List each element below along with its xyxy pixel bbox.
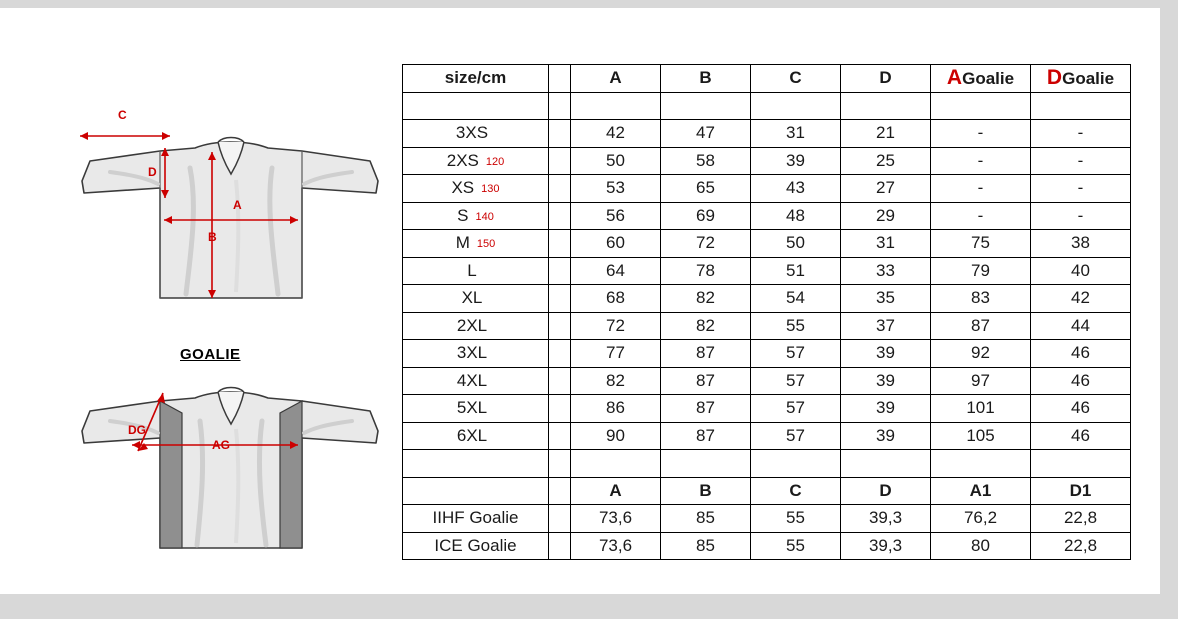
header-spacer	[549, 65, 571, 93]
footer-row-b: 85	[661, 532, 751, 560]
row-size	[403, 147, 549, 175]
row-gap	[549, 120, 571, 148]
row-a: 56	[571, 202, 661, 230]
row-a-goalie: -	[931, 147, 1031, 175]
row-b: 87	[661, 395, 751, 423]
header-a: A	[571, 65, 661, 93]
row-d: 31	[841, 230, 931, 258]
row-size-label: M	[455, 233, 470, 253]
row-size	[403, 285, 549, 313]
row-a: 53	[571, 175, 661, 203]
spacer-cell	[661, 92, 751, 120]
row-gap	[549, 285, 571, 313]
label-dg: DG	[128, 423, 146, 437]
table-row	[403, 340, 1131, 368]
table-row	[403, 532, 1131, 560]
row-size-sub: 150	[476, 238, 496, 251]
label-d: D	[148, 165, 157, 179]
footer-row-label: ICE Goalie	[403, 532, 549, 560]
spacer-cell	[931, 92, 1031, 120]
row-size-label: 3XL	[456, 343, 488, 363]
row-gap	[549, 532, 571, 560]
row-a: 50	[571, 147, 661, 175]
spacer-cell	[549, 92, 571, 120]
footer-row-a: 73,6	[571, 532, 661, 560]
footer-row-c: 55	[751, 532, 841, 560]
row-d-goalie: 44	[1031, 312, 1131, 340]
row-size	[403, 395, 549, 423]
footer-row-a1: 76,2	[931, 505, 1031, 533]
second-header-a: A	[571, 477, 661, 505]
row-a-goalie: -	[931, 120, 1031, 148]
footer-row-b: 85	[661, 505, 751, 533]
footer-row-label: IIHF Goalie	[403, 505, 549, 533]
row-c: 57	[751, 340, 841, 368]
header-d-goalie-letter: D	[1046, 66, 1063, 90]
row-gap	[549, 340, 571, 368]
footer-row-d: 39,3	[841, 532, 931, 560]
second-header-d1: D1	[1031, 477, 1131, 505]
row-size	[403, 340, 549, 368]
label-b: B	[208, 230, 217, 244]
table-row	[403, 367, 1131, 395]
spacer-cell	[841, 92, 931, 120]
second-header-a1: A1	[931, 477, 1031, 505]
footer-row-d: 39,3	[841, 505, 931, 533]
row-size-label: 2XL	[456, 315, 488, 335]
row-size-sub: 120	[485, 155, 505, 168]
row-d-goalie: 46	[1031, 340, 1131, 368]
row-d: 27	[841, 175, 931, 203]
header-d-goalie-word: Goalie	[1062, 69, 1115, 89]
spacer-cell	[1031, 92, 1131, 120]
footer-row-c: 55	[751, 505, 841, 533]
row-size-label: 5XL	[456, 398, 488, 418]
spacer-cell	[751, 450, 841, 478]
row-d-goalie: 40	[1031, 257, 1131, 285]
header-a-goalie-word: Goalie	[962, 69, 1015, 89]
second-header-spacer	[549, 477, 571, 505]
row-a-goalie: 105	[931, 422, 1031, 450]
jersey-diagram	[40, 48, 390, 568]
row-d: 21	[841, 120, 931, 148]
row-size-sub: 140	[475, 210, 494, 223]
row-d-goalie: -	[1031, 147, 1131, 175]
spacer-cell	[1031, 450, 1131, 478]
row-a: 68	[571, 285, 661, 313]
row-size	[403, 422, 549, 450]
row-size-label: 6XL	[456, 425, 488, 445]
row-size	[403, 312, 549, 340]
row-size-label: 3XS	[455, 123, 489, 143]
header-a-goalie	[931, 65, 1031, 93]
row-a-goalie: 101	[931, 395, 1031, 423]
row-gap	[549, 367, 571, 395]
row-c: 57	[751, 367, 841, 395]
row-size-label: XL	[461, 288, 483, 308]
row-a: 60	[571, 230, 661, 258]
table-header-row	[403, 65, 1131, 93]
row-a-goalie: 83	[931, 285, 1031, 313]
row-d: 39	[841, 340, 931, 368]
second-header-size	[403, 477, 549, 505]
footer-row-d1: 22,8	[1031, 532, 1131, 560]
row-gap	[549, 175, 571, 203]
row-c: 48	[751, 202, 841, 230]
row-size-label: 4XL	[456, 370, 488, 390]
row-a: 42	[571, 120, 661, 148]
label-c: C	[118, 108, 127, 122]
table-row	[403, 120, 1131, 148]
table-row	[403, 202, 1131, 230]
row-d-goalie: 42	[1031, 285, 1131, 313]
row-a: 64	[571, 257, 661, 285]
row-size-label: 2XS	[446, 150, 479, 170]
table-row	[403, 230, 1131, 258]
row-d-goalie: 38	[1031, 230, 1131, 258]
row-gap	[549, 505, 571, 533]
row-size	[403, 257, 549, 285]
spacer-cell	[931, 450, 1031, 478]
row-d-goalie: -	[1031, 120, 1131, 148]
row-size-label: L	[467, 260, 477, 280]
row-gap	[549, 147, 571, 175]
table-second-header-row	[403, 477, 1131, 505]
row-c: 57	[751, 395, 841, 423]
header-c: C	[751, 65, 841, 93]
row-size	[403, 230, 549, 258]
footer-row-a: 73,6	[571, 505, 661, 533]
table-row	[403, 175, 1131, 203]
row-b: 65	[661, 175, 751, 203]
row-d-goalie: 46	[1031, 422, 1131, 450]
spacer-cell	[403, 92, 549, 120]
row-a-goalie: -	[931, 175, 1031, 203]
row-a: 72	[571, 312, 661, 340]
row-gap	[549, 257, 571, 285]
spacer-cell	[571, 92, 661, 120]
row-size	[403, 120, 549, 148]
row-b: 47	[661, 120, 751, 148]
row-d: 39	[841, 395, 931, 423]
header-d: D	[841, 65, 931, 93]
row-b: 87	[661, 367, 751, 395]
goalie-heading: GOALIE	[180, 346, 241, 363]
header-size: size/cm	[403, 65, 549, 93]
row-a-goalie: 97	[931, 367, 1031, 395]
row-gap	[549, 202, 571, 230]
row-c: 39	[751, 147, 841, 175]
sheet	[0, 8, 1160, 594]
table-spacer-row-top	[403, 92, 1131, 120]
row-d: 33	[841, 257, 931, 285]
table-row	[403, 505, 1131, 533]
table-row	[403, 257, 1131, 285]
row-c: 43	[751, 175, 841, 203]
footer-row-a1: 80	[931, 532, 1031, 560]
row-size-label: XS	[451, 178, 475, 198]
spacer-cell	[841, 450, 931, 478]
spacer-cell	[571, 450, 661, 478]
table-row	[403, 147, 1131, 175]
header-d-goalie	[1031, 65, 1131, 93]
row-a-goalie: -	[931, 202, 1031, 230]
row-a: 77	[571, 340, 661, 368]
spacer-cell	[403, 450, 549, 478]
spacer-cell	[661, 450, 751, 478]
row-b: 87	[661, 422, 751, 450]
row-b: 87	[661, 340, 751, 368]
row-d: 35	[841, 285, 931, 313]
row-c: 54	[751, 285, 841, 313]
table-row	[403, 395, 1131, 423]
header-b: B	[661, 65, 751, 93]
footer-row-d1: 22,8	[1031, 505, 1131, 533]
row-d-goalie: -	[1031, 202, 1131, 230]
table-row	[403, 312, 1131, 340]
size-chart-table	[402, 64, 1131, 560]
row-c: 51	[751, 257, 841, 285]
row-d: 29	[841, 202, 931, 230]
regular-jersey-illustration	[40, 48, 390, 308]
row-a-goalie: 92	[931, 340, 1031, 368]
table-spacer-row-bottom	[403, 450, 1131, 478]
row-b: 58	[661, 147, 751, 175]
row-size-label: S	[457, 205, 469, 225]
row-gap	[549, 230, 571, 258]
label-a: A	[233, 198, 242, 212]
row-d-goalie: 46	[1031, 395, 1131, 423]
row-c: 31	[751, 120, 841, 148]
second-header-d: D	[841, 477, 931, 505]
row-d: 39	[841, 422, 931, 450]
row-c: 57	[751, 422, 841, 450]
row-gap	[549, 395, 571, 423]
row-a-goalie: 75	[931, 230, 1031, 258]
row-a-goalie: 79	[931, 257, 1031, 285]
row-c: 55	[751, 312, 841, 340]
spacer-cell	[549, 450, 571, 478]
row-d: 25	[841, 147, 931, 175]
table-row	[403, 422, 1131, 450]
row-c: 50	[751, 230, 841, 258]
row-size	[403, 175, 549, 203]
row-a: 90	[571, 422, 661, 450]
row-b: 78	[661, 257, 751, 285]
spacer-cell	[751, 92, 841, 120]
row-b: 82	[661, 285, 751, 313]
second-header-b: B	[661, 477, 751, 505]
table-row	[403, 285, 1131, 313]
row-b: 72	[661, 230, 751, 258]
row-size	[403, 202, 549, 230]
second-header-c: C	[751, 477, 841, 505]
row-d: 39	[841, 367, 931, 395]
row-b: 82	[661, 312, 751, 340]
row-b: 69	[661, 202, 751, 230]
row-d-goalie: 46	[1031, 367, 1131, 395]
table-body	[403, 65, 1131, 560]
goalie-jersey-illustration	[40, 373, 390, 573]
row-size-sub: 130	[481, 183, 500, 196]
header-a-goalie-letter: A	[946, 66, 963, 90]
row-a: 82	[571, 367, 661, 395]
label-ag: AG	[212, 438, 230, 452]
row-gap	[549, 312, 571, 340]
row-a: 86	[571, 395, 661, 423]
row-size	[403, 367, 549, 395]
row-gap	[549, 422, 571, 450]
row-a-goalie: 87	[931, 312, 1031, 340]
row-d-goalie: -	[1031, 175, 1131, 203]
row-d: 37	[841, 312, 931, 340]
